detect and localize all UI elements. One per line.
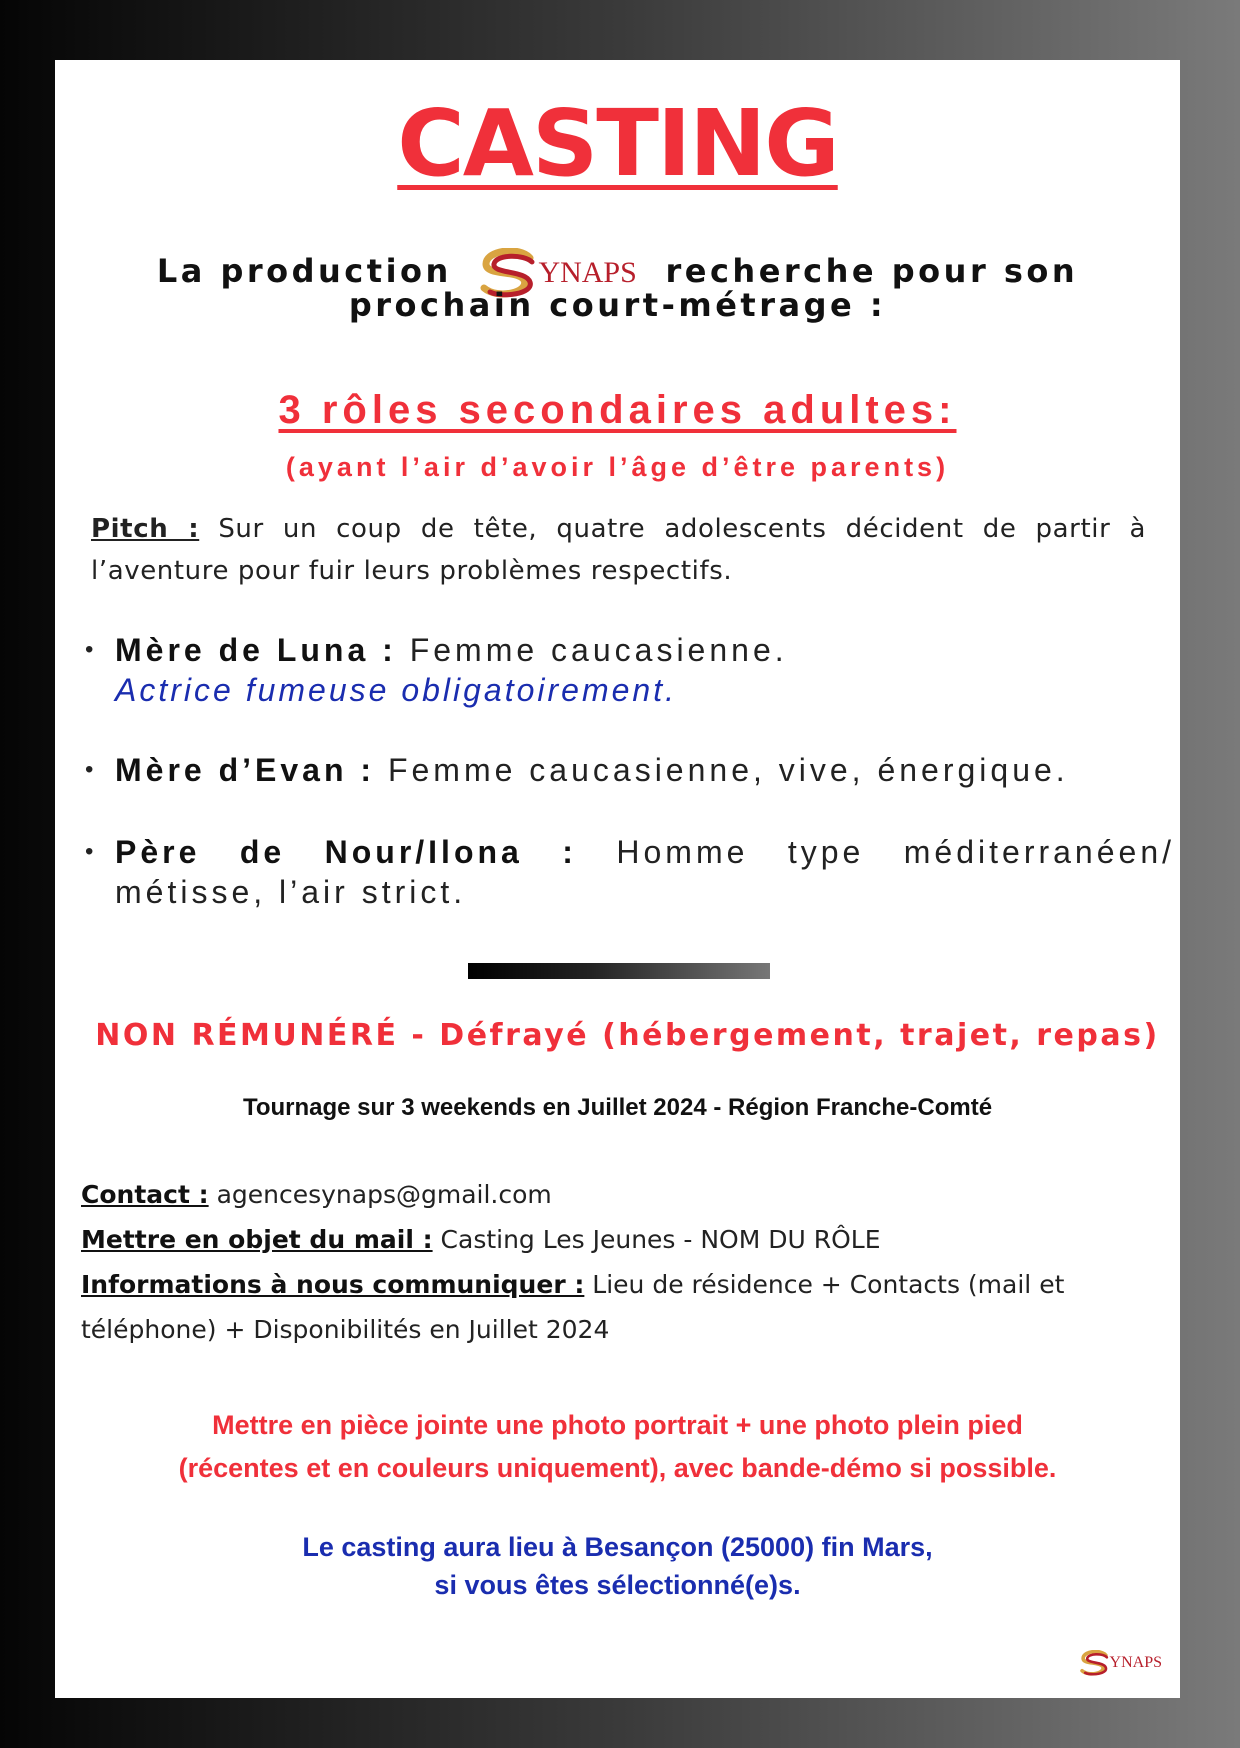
pitch [91,508,1146,592]
contact-info-label: Informations à nous communiquer : [81,1270,585,1299]
venue-line-2: si vous êtes sélectionné(e)s. [434,1570,801,1600]
roles-subheading: (ayant l’air d’avoir l’âge d’être parents) [285,452,950,482]
divider-bar [468,963,770,979]
role-item [115,832,1175,912]
contact-subject-line [81,1217,1151,1262]
pitch-text: Sur un coup de tête, quatre adolescents décident de partir à l’aventure pour fuir leurs problèmes respectifs. [91,514,1147,586]
contact-info: Lieu de résidence + Contacts (mail et téléphone) + Disponibilités en Juillet 2024 [81,1270,1065,1344]
pitch-label: Pitch : [91,514,200,544]
intro-line-2: prochain court-métrage : [348,286,887,324]
intro-before: La production [156,252,452,290]
role-description: Homme type méditerranéen/ métisse, l’air strict. [115,834,1175,910]
attachment-line-1: Mettre en pièce jointe une photo portrait + une photo plein pied [212,1410,1023,1440]
intro-after: recherche pour son [665,252,1079,290]
venue-info [55,1528,1180,1604]
contact-subject-label: Mettre en objet du mail : [81,1225,433,1254]
logo-letters: YNAPS [538,256,637,289]
roles-list [75,630,1175,912]
attachment-info [55,1404,1180,1490]
role-description: Femme caucasienne, vive, énergique. [375,752,1069,788]
contact-subject: Casting Les Jeunes - NOM DU RÔLE [432,1225,881,1254]
synaps-s-icon [1080,1650,1110,1676]
role-name: Mère d’Evan : [115,752,376,788]
poster-title: CASTING [397,90,838,197]
role-item [115,630,1175,710]
shooting-info: Tournage sur 3 weekends en Juillet 2024 - Région Franche-Comté [242,1094,993,1121]
role-name: Père de Nour/Ilona : [115,834,577,870]
payment-info: NON RÉMUNÉRÉ - Défrayé (hébergement, trajet, repas) [95,1018,1160,1053]
contact-email-label: Contact : [81,1180,209,1209]
contact-email: agencesynaps@gmail.com [208,1180,552,1209]
contact-block [81,1172,1151,1352]
casting-poster [55,60,1180,1698]
attachment-line-2: (récentes et en couleurs uniquement), avec bande-démo si possible. [178,1453,1057,1483]
venue-line-1: Le casting aura lieu à Besançon (25000) fin Mars, [302,1532,933,1562]
role-name: Mère de Luna : [115,632,397,668]
role-note: Actrice fumeuse obligatoirement. [115,672,677,708]
footer-synaps-logo [1080,1650,1162,1676]
contact-email-line [81,1172,1151,1217]
contact-info-line [81,1262,1151,1352]
role-item [115,750,1175,790]
roles-heading: 3 rôles secondaires adultes: [278,388,957,432]
role-description: Femme caucasienne. [396,632,788,668]
footer-logo-letters: YNAPS [1109,1654,1162,1671]
